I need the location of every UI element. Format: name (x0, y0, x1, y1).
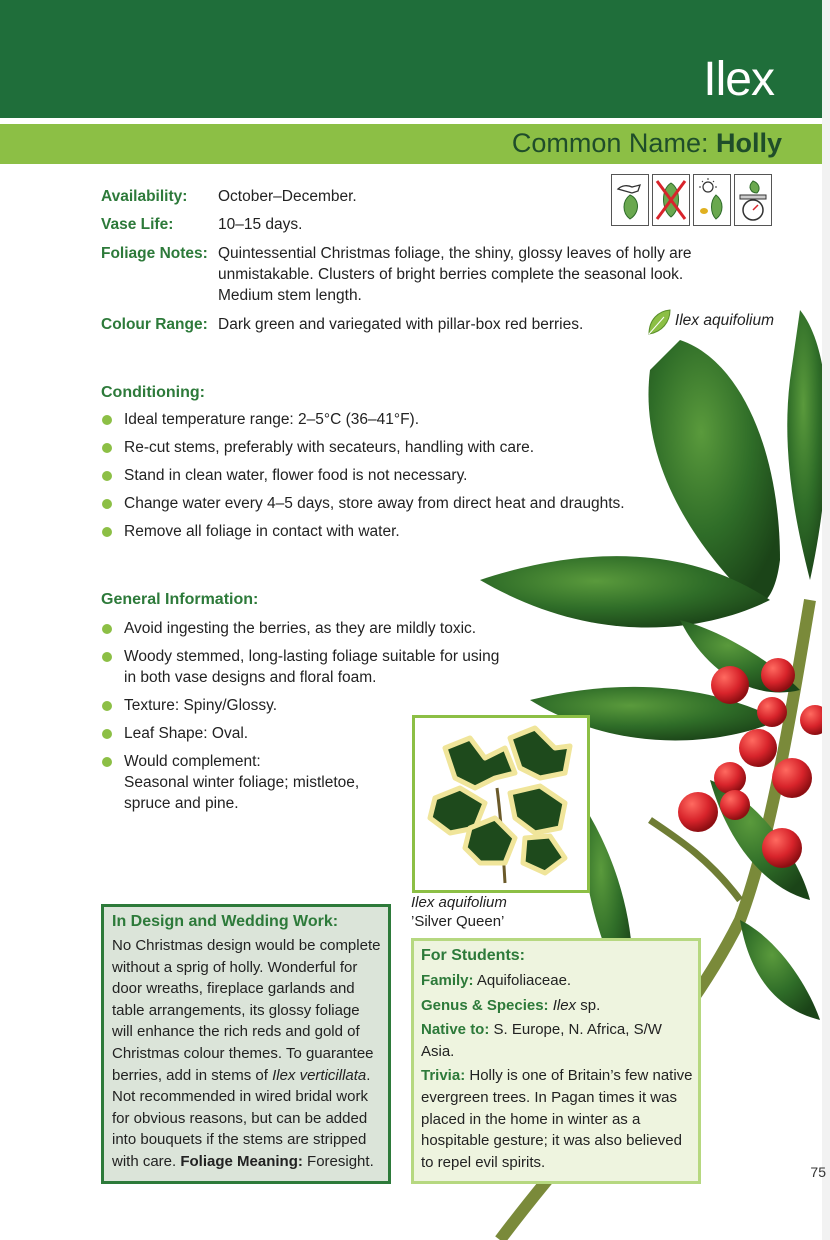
general-info-title: General Information: (101, 591, 259, 608)
list-item (101, 695, 511, 716)
native-row (421, 1019, 697, 1062)
conditioning-list (101, 409, 641, 549)
genus-row (421, 995, 697, 1017)
thumbnail-caption (411, 893, 507, 931)
availability-label: Availability: (101, 188, 188, 205)
genus-label: Genus & Species: (421, 996, 549, 1014)
page-title: Ilex (703, 53, 774, 106)
genus-value: Ilex (552, 996, 577, 1014)
family-value: Aquifoliaceae. (473, 972, 572, 989)
design-box-text (112, 935, 384, 1173)
vase-life-label: Vase Life: (101, 216, 174, 233)
common-name-value: Holly (715, 128, 782, 158)
colour-range-label: Colour Range: (101, 316, 208, 333)
family-row (421, 970, 697, 992)
conditioning-title: Conditioning: (101, 384, 205, 401)
vase-life-value: 10–15 days. (218, 216, 303, 233)
foliage-notes-value: Quintessential Christmas foliage, the shiny, glossy leaves of holly are unmistakable. Clusters of bright berries complete the seasonal look. Medium stem length. (218, 245, 692, 304)
foliage-notes-label: Foliage Notes: (101, 245, 208, 262)
genus-suffix: sp. (576, 996, 601, 1014)
species-caption: Ilex aquifolium (674, 312, 774, 329)
texture-label: Texture: (124, 697, 180, 714)
family-label: Family: (421, 972, 474, 989)
texture-value: Spiny/Glossy. (183, 697, 278, 714)
list-item: Avoid ingesting the berries, as they are mildly toxic. (101, 618, 511, 639)
design-text-part1: No Christmas design would be complete without a sprig of holly. Wonderful for door wreaths, fireplace garlands and table arrangements, its glossy foliage will enhance the rich reds and gold of Christmas colour themes. To guarantee berries, add in stems of (112, 937, 381, 1084)
foliage-meaning-label: Foliage Meaning: (180, 1152, 303, 1170)
thumbnail-caption-species: Ilex aquifolium (411, 894, 507, 911)
trivia-row (421, 1065, 697, 1173)
scale-icon (734, 174, 772, 226)
trivia-value: Holly is one of Britain’s few native evergreen trees. In Pagan times it was placed in the home in winter as a hospitable gesture; it was also believed to repel evil spirits. (421, 1067, 693, 1171)
students-box-text (421, 970, 697, 1173)
colour-range-value: Dark green and variegated with pillar-box red berries. (218, 316, 584, 333)
trivia-label: Trivia: (421, 1067, 466, 1085)
leaf-icon (646, 308, 672, 336)
native-label: Native to: (421, 1021, 490, 1039)
silver-queen-photo (412, 715, 590, 893)
header-bar (0, 0, 822, 118)
complement-value: Seasonal winter foliage; mistletoe, spruce and pine. (124, 774, 360, 812)
students-box-title: For Students: (421, 947, 525, 964)
variegated-holly-image (415, 718, 587, 890)
list-item: Re-cut stems, preferably with secateurs, handling with care. (101, 437, 641, 458)
list-item (101, 751, 364, 814)
availability-value: October–December. (218, 188, 357, 205)
list-item: Ideal temperature range: 2–5°C (36–41°F). (101, 409, 641, 430)
foliage-meaning-value: Foresight. (302, 1152, 374, 1170)
list-item: Change water every 4–5 days, store away from direct heat and draughts. (101, 493, 641, 514)
list-item: Remove all foliage in contact with water. (101, 521, 641, 542)
design-text-part2: . Not recommended in wired bridal work for obvious reasons, but can be added into bouquets if the stems are stripped with care. (112, 1066, 371, 1170)
common-name (512, 128, 782, 159)
for-students-box (411, 938, 701, 1184)
page-number: 75 (810, 1164, 826, 1180)
design-box-title: In Design and Wedding Work: (112, 913, 339, 930)
common-name-label: Common Name: (511, 128, 709, 158)
native-value: S. Europe, N. Africa, S/W Asia. (421, 1021, 662, 1060)
design-wedding-box (101, 904, 391, 1184)
list-item: Stand in clean water, flower food is not necessary. (101, 465, 641, 486)
thumbnail-caption-cultivar: ’Silver Queen’ (411, 913, 505, 930)
design-text-species: Ilex verticillata (272, 1066, 367, 1084)
list-item: Woody stemmed, long-lasting foliage suitable for using in both vase designs and floral foam. (101, 646, 504, 688)
leaf-shape-label: Leaf Shape: (124, 725, 208, 742)
leaf-shape-value: Oval. (211, 725, 249, 742)
page-edge (822, 0, 830, 1240)
complement-label: Would complement: (124, 753, 261, 770)
